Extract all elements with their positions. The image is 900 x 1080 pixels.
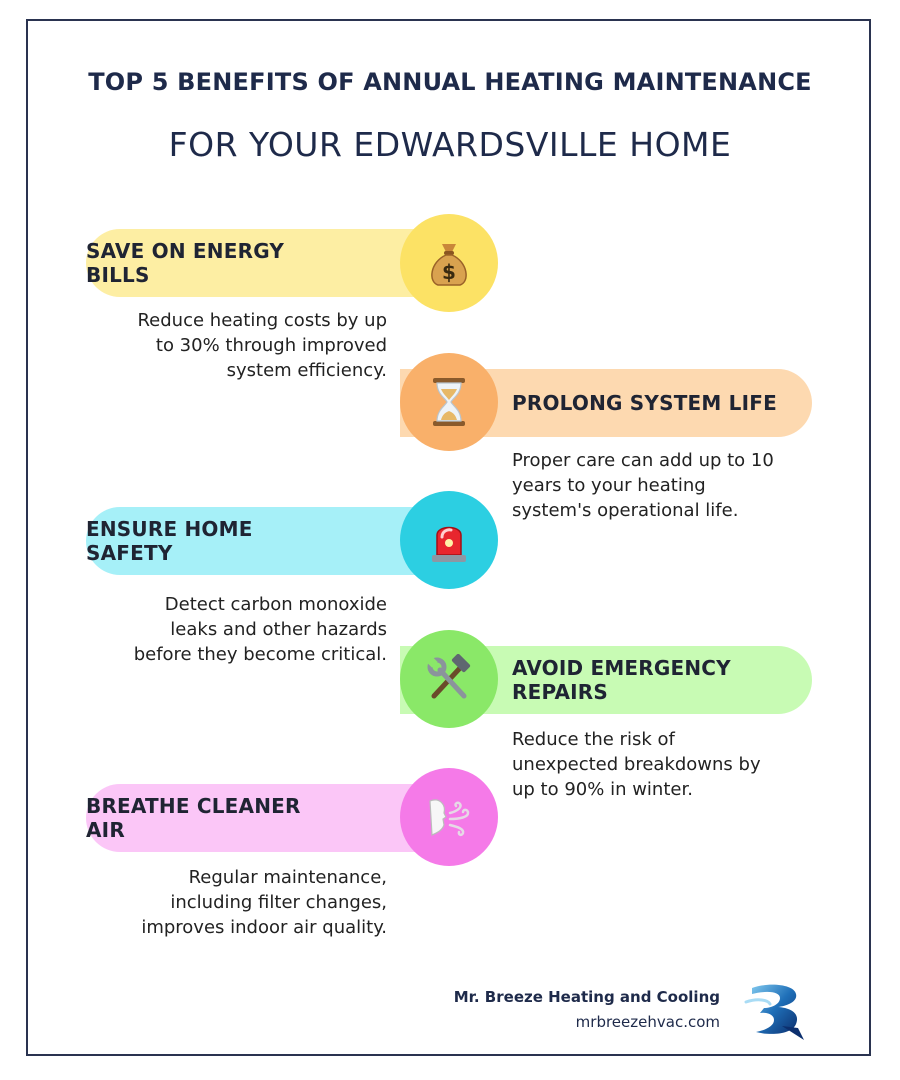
benefit-title: SAVE ON ENERGY BILLS <box>86 239 285 287</box>
benefit-desc-repairs: Reduce the risk of unexpected breakdowns by up to 90% in winter. <box>512 729 761 800</box>
mr-breeze-logo <box>738 980 810 1042</box>
benefit-circle-repairs <box>400 630 498 728</box>
siren-icon <box>426 515 472 565</box>
benefit-circle-air <box>400 768 498 866</box>
benefit-circle-safety <box>400 491 498 589</box>
benefit-title: AVOID EMERGENCY REPAIRS <box>512 656 731 704</box>
benefit-desc-air: Regular maintenance, including filter changes, improves indoor air quality. <box>141 867 387 938</box>
benefit-title: ENSURE HOME SAFETY <box>86 517 253 565</box>
benefit-title: PROLONG SYSTEM LIFE <box>512 391 777 415</box>
blowing-face-icon <box>422 795 476 839</box>
hourglass-icon <box>429 376 469 428</box>
page-subtitle: FOR YOUR EDWARDSVILLE HOME <box>168 125 732 164</box>
company-url[interactable]: mrbreezehvac.com <box>575 1013 720 1031</box>
benefit-desc-safety: Detect carbon monoxide leaks and other hazards before they become critical. <box>133 594 387 665</box>
benefit-title: BREATHE CLEANER AIR <box>86 794 301 842</box>
benefit-desc-energy: Reduce heating costs by up to 30% through improved system efficiency. <box>137 310 387 381</box>
money-bag-icon <box>426 238 472 288</box>
svg-text:$: $ <box>442 260 456 284</box>
company-name: Mr. Breeze Heating and Cooling <box>453 988 720 1006</box>
page-title: TOP 5 BENEFITS OF ANNUAL HEATING MAINTENANCE <box>88 68 812 96</box>
benefit-circle-system-life <box>400 353 498 451</box>
benefit-desc-system-life: Proper care can add up to 10 years to your heating system's operational life. <box>512 450 774 521</box>
benefit-circle-energy <box>400 214 498 312</box>
hammer-wrench-icon <box>424 654 474 704</box>
